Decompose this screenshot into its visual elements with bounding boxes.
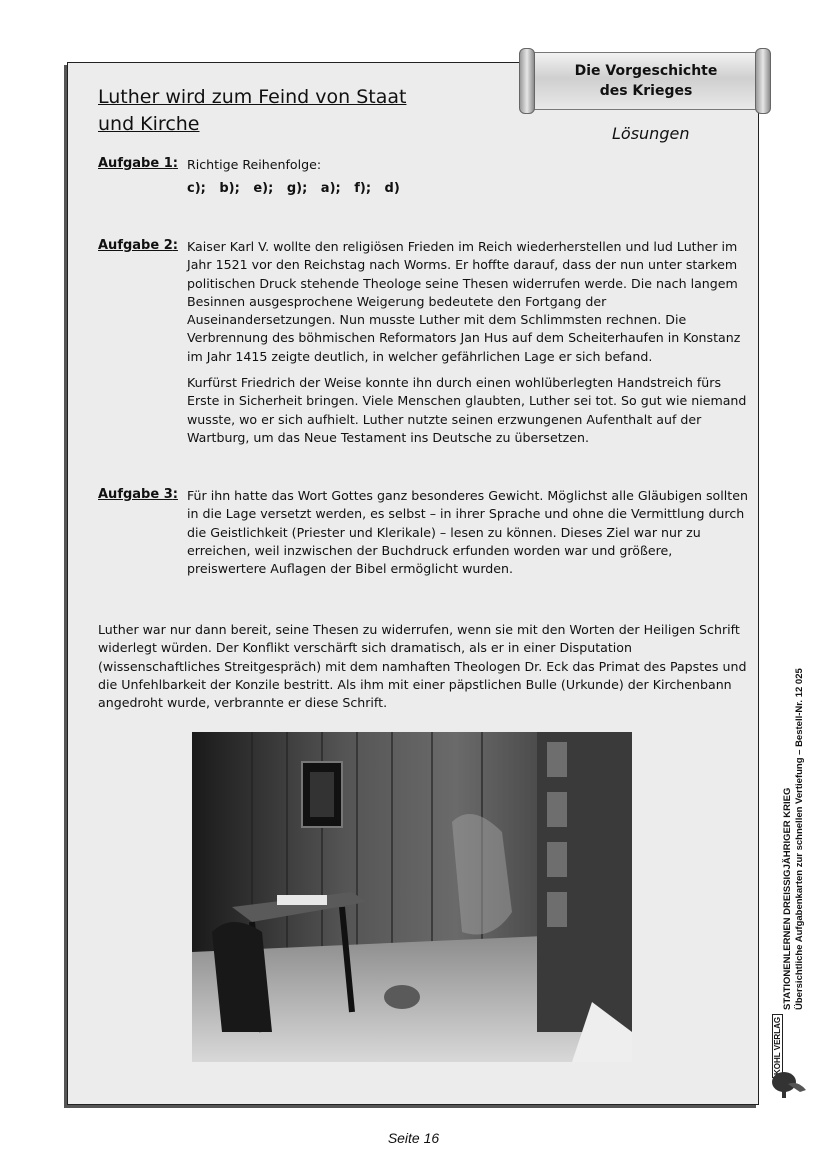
scroll-roll-left [519,48,535,114]
task-1-label: Aufgabe 1: [98,156,178,171]
closing-paragraph: Luther war nur dann bereit, seine Thesen zu widerrufen, wenn sie mit den Worten der Heiligen Schrift widerlegt würden. Der Konflikt verschärft sich dramatisch, als er in einer Disputation (wissenschaftliches Streitgespräch) mit dem namhaften Theologen Dr. Eck das Primat des Papstes und die Unfehlbarkeit der Konzile bestritt. Als ihm mit einer päpstlichen Bulle (Urkunde) der Kirchenbann angedroht wurde, verbrannte er diese Schrift. [98,622,747,711]
task-2-label: Aufgabe 2: [98,238,178,253]
sidebar-line-2: Übersichtliche Aufgabenkarten zur schnellen Vertiefung – Bestell-Nr. 12 025 [794,668,805,1010]
banner-line-2: des Krieges [599,83,693,99]
task-2-paragraph-1: Kaiser Karl V. wollte den religiösen Frieden im Reich wiederherstellen und lud Luther im Jahr 1521 vor den Reichstag nach Worms. Er hoffte darauf, dass der nun unter starkem politischen Druck stehende Theologe seine Thesen widerrufen werde. Die nach langem Besinnen ausgesprochene Weigerung bedeutete den Fortgang der Auseinandersetzungen. Nun musste Luther mit dem Schlimmsten rechnen. Die Verbrennung des böhmischen Reformators Jan Hus auf dem Scheiterhaufen in Konstanz im Jahr 1415 zeigte deutlich, in welcher gefährlichen Lage er sich befand. [187,239,741,364]
publisher-logo [770,1016,810,1100]
tree-icon [770,1070,808,1100]
topic-banner [519,48,771,114]
task-2-paragraph-2: Kurfürst Friedrich der Weise konnte ihn durch einen wohlüberlegten Handstreich fürs Erste in Sicherheit bringen. Viele Menschen glaubten, Luther sei tot. So gut wie niemand wusste, wo er sich aufhielt. Luther nutzte seinen erzwungenen Aufenthalt auf der Wartburg, um das Neue Testament ins Deutsche zu übersetzen. [187,375,747,445]
sidebar-line-1: STATIONENLERNEN DREISSIGJÄHRIGER KRIEG [782,787,793,1010]
task-1-order: c); b); e); g); a); f); d) [187,181,400,196]
publisher-name: KOHL VERLAG [772,1014,783,1078]
sidebar-series-info [782,668,806,1010]
title-line-2: und Kirche [98,113,200,135]
wartburg-room-photo [192,732,632,1062]
banner-line-1: Die Vorgeschichte [574,63,718,79]
solutions-label: Lösungen [612,124,690,143]
task-3-label: Aufgabe 3: [98,487,178,502]
page-number: Seite 16 [387,1130,440,1146]
scroll-roll-right [755,48,771,114]
task-3-paragraph: Für ihn hatte das Wort Gottes ganz besonderes Gewicht. Möglichst alle Gläubigen sollten in die Lage versetzt werden, es selbst – in ihrer Sprache und ohne die Vermittlung durch die Geistlichkeit (Priester und Klerikale) – lesen zu können. Dieses Ziel war nur zu erreichen, weil inzwischen der Buchdruck erfunden worden war und größere, preiswertere Auflagen der Bibel ermöglicht wurden. [187,488,748,577]
title-line-1: Luther wird zum Feind von Staat [98,86,407,108]
page-title [98,84,438,138]
task-1-intro: Richtige Reihenfolge: [187,157,322,172]
